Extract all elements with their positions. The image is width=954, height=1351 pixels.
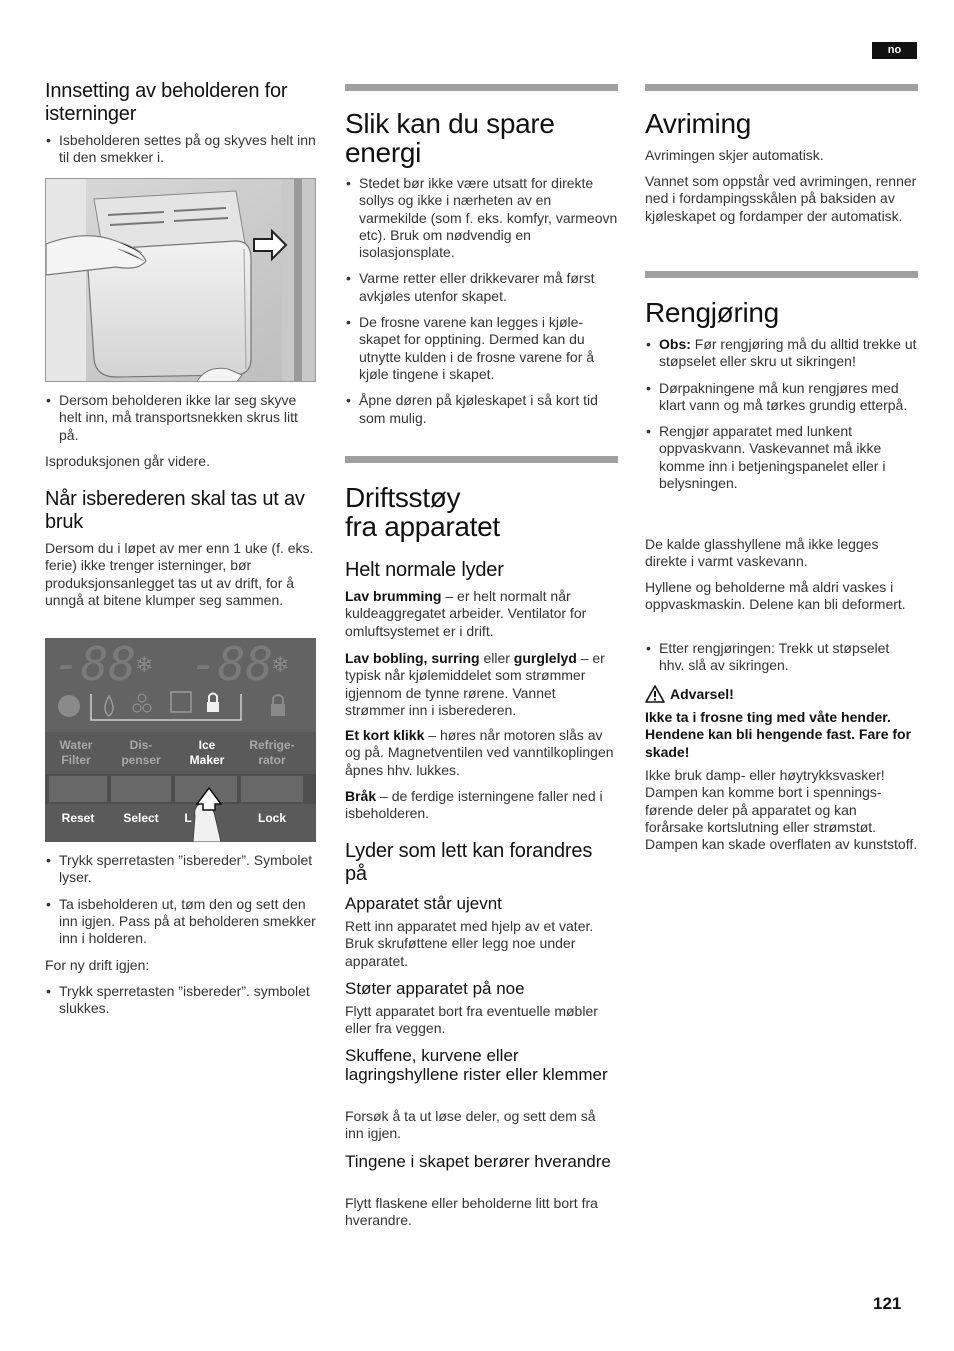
paragraph: De kalde glasshyllene må ikke legges direkte i varmt vaskevann. bbox=[645, 536, 879, 570]
paragraph: Hyllene og beholderne må aldri vaskes i oppvaskmaskin. Delene kan bli deformert. bbox=[645, 579, 906, 613]
paragraph bbox=[345, 588, 618, 640]
panel-label-ice-maker: Ice Maker bbox=[189, 738, 225, 767]
term: gurglelyd bbox=[513, 650, 577, 666]
panel-button-lock-partial: L bbox=[184, 811, 192, 825]
control-panel-photo bbox=[45, 638, 316, 842]
paragraph: Flytt apparatet bort fra eventuelle møbler eller fra veggen. bbox=[345, 1003, 598, 1037]
list-item: • De frosne varene kan legges i kjøle-skapet for opptining. Dermed kan du utnytte kulden i de frosne varene for å kjøle tingene i skapet. bbox=[345, 314, 618, 383]
section-rule bbox=[645, 84, 918, 91]
bullet-list bbox=[645, 336, 918, 492]
list-item: • Dersom beholderen ikke lar seg skyve helt inn, må transportsnekken skrus litt på. bbox=[45, 392, 317, 444]
paragraph: Forsøk å ta ut løse deler, og sett dem så inn igjen. bbox=[345, 1108, 596, 1142]
bullet-list bbox=[645, 640, 918, 675]
ice-container-illustration bbox=[46, 179, 316, 382]
warning-bold-text: Ikke ta i frosne ting med våte hender. Hendene kan bli hengende fast. Fare for skade! bbox=[645, 709, 912, 760]
list-item: • Dørpakningene må kun rengjøres med klart vann og må tørkes grundig etterpå. bbox=[645, 380, 918, 415]
panel-button-reset: Reset bbox=[61, 811, 95, 825]
paragraph: Isproduksjonen går videre. bbox=[45, 453, 210, 469]
list-item: • Ta isbeholderen ut, tøm den og sett den inn igjen. Pass på at beholderen smekker inn i holderen. bbox=[45, 896, 317, 948]
svg-text:❄: ❄ bbox=[135, 652, 154, 677]
heading-changeable-sounds: Lyder som lett kan forandres på bbox=[345, 840, 593, 885]
bullet-list bbox=[45, 132, 317, 167]
list-item: • Trykk sperretasten ”isbereder”. symbolet slukkes. bbox=[45, 983, 317, 1018]
bullet-list bbox=[45, 852, 317, 947]
text: – er helt normalt når kuldeaggregatet arbeider. Ventilator for omluftsystemet er i drift. bbox=[345, 588, 587, 639]
paragraph: Flytt flaskene eller beholderne litt bort fra hverandre. bbox=[345, 1195, 598, 1229]
paragraph: Rett inn apparatet med hjelp av et vater. Bruk skruføttene eller legg noe under apparatet. bbox=[345, 918, 594, 969]
term: Obs: bbox=[659, 336, 691, 352]
list-item: • Rengjør apparatet med lunkent oppvaskvann. Vaskevannet må ikke komme inn i betjeningspanelet eller i belysningen. bbox=[645, 423, 918, 492]
paragraph bbox=[345, 727, 618, 779]
list-item: • Åpne døren på kjøleskapet i så kort tid som mulig. bbox=[345, 392, 618, 427]
text: – de ferdige isterningene faller ned i isbeholderen. bbox=[345, 788, 603, 822]
section-rule bbox=[645, 271, 918, 278]
term: Lav brumming bbox=[345, 588, 442, 604]
term: Et kort klikk bbox=[345, 727, 425, 743]
list-item: • Etter rengjøringen: Trekk ut støpselet hhv. slå av sikringen. bbox=[645, 640, 918, 675]
subheading-uneven: Apparatet står ujevnt bbox=[345, 894, 502, 913]
heading-operating-noise: Driftsstøy fra apparatet bbox=[345, 482, 500, 542]
heading-insert-ice-container: Innsetting av beholderen for isterninger bbox=[45, 80, 288, 125]
paragraph bbox=[345, 650, 618, 719]
text: – høres når motoren slås av og på. Magnetventilen ved vanntilkoplingen åpnes hhv. lukkes. bbox=[345, 727, 614, 778]
heading-defrosting: Avriming bbox=[645, 108, 752, 139]
panel-button-lock: Lock bbox=[257, 811, 286, 825]
language-tag: no bbox=[872, 42, 917, 59]
term: Lav bobling, surring bbox=[345, 650, 480, 666]
list-item: • Trykk sperretasten ”isbereder”. Symbolet lyser. bbox=[45, 852, 317, 887]
text: – er typisk når kjølemiddelet som strømmer igjennom de tynne rørene. Vannet strømmer inn i isberederen. bbox=[345, 650, 605, 718]
warning-triangle-icon bbox=[645, 685, 665, 703]
term: Bråk bbox=[345, 788, 377, 804]
bullet-list bbox=[45, 983, 317, 1018]
paragraph: Ikke bruk damp- eller høytrykksvasker! Dampen kan komme bort i spennings-førende deler på apparatet og kan forårsake kortslutning eller strømstøt. Dampen kan skade overflaten av kunststoff. bbox=[645, 767, 918, 853]
svg-text:-88: -88 bbox=[53, 638, 137, 691]
paragraph: Dersom du i løpet av mer enn 1 uke (f. eks. ferie) ikke trenger isterninger, bør produksjonsanlegget tas ut av drift, for å unngå at bitene klumper seg sammen. bbox=[45, 540, 314, 608]
list-item: • Varme retter eller drikkevarer må først avkjøles utenfor skapet. bbox=[345, 270, 618, 305]
warning-title: Advarsel! bbox=[670, 686, 734, 702]
section-rule bbox=[345, 84, 618, 91]
text: Før rengjøring må du alltid trekke ut støpselet eller skru ut sikringen! bbox=[659, 336, 917, 370]
panel-label-dispenser: Dis- penser bbox=[121, 738, 161, 767]
heading-cleaning: Rengjøring bbox=[645, 297, 779, 328]
heading-disable-ice-maker: Når isberederen skal tas ut av bruk bbox=[45, 488, 305, 533]
page-number: 121 bbox=[873, 1294, 902, 1313]
svg-text:❄: ❄ bbox=[271, 652, 290, 677]
svg-text:-88: -88 bbox=[190, 638, 274, 691]
bullet-list bbox=[45, 392, 317, 444]
subheading-items-touching: Tingene i skapet berører hverandre bbox=[345, 1152, 611, 1171]
panel-label-refrigerator: Refrige- rator bbox=[249, 738, 295, 767]
section-rule bbox=[345, 456, 618, 463]
text: eller bbox=[479, 650, 514, 666]
panel-button-select: Select bbox=[123, 811, 159, 825]
warning-heading bbox=[645, 685, 918, 705]
heading-normal-sounds: Helt normale lyder bbox=[345, 559, 504, 581]
paragraph: For ny drift igjen: bbox=[45, 957, 150, 973]
subheading-drawers: Skuffene, kurvene eller lagringshyllene rister eller klemmer bbox=[345, 1046, 608, 1084]
paragraph: Avrimingen skjer automatisk. bbox=[645, 147, 824, 163]
list-item bbox=[645, 336, 918, 371]
heading-save-energy: Slik kan du spare energi bbox=[345, 108, 555, 168]
bullet-list bbox=[345, 175, 618, 427]
panel-label-water-filter: Water Filter bbox=[59, 738, 93, 767]
list-item: • Isbeholderen settes på og skyves helt inn til den smekker i. bbox=[45, 132, 317, 167]
paragraph bbox=[345, 788, 618, 823]
ice-container-photo bbox=[45, 178, 316, 382]
paragraph: Vannet som oppstår ved avrimingen, renner ned i fordampingsskålen på baksiden av kjøleskapet og fordamper der automatisk. bbox=[645, 173, 917, 224]
list-item: • Stedet bør ikke være utsatt for direkte sollys og ikke i nærheten av en varmekilde (som f. eks. komfyr, varmeovn etc). Bruk om nødvendig en isolasjonsplate. bbox=[345, 175, 618, 261]
subheading-touching: Støter apparatet på noe bbox=[345, 979, 525, 998]
